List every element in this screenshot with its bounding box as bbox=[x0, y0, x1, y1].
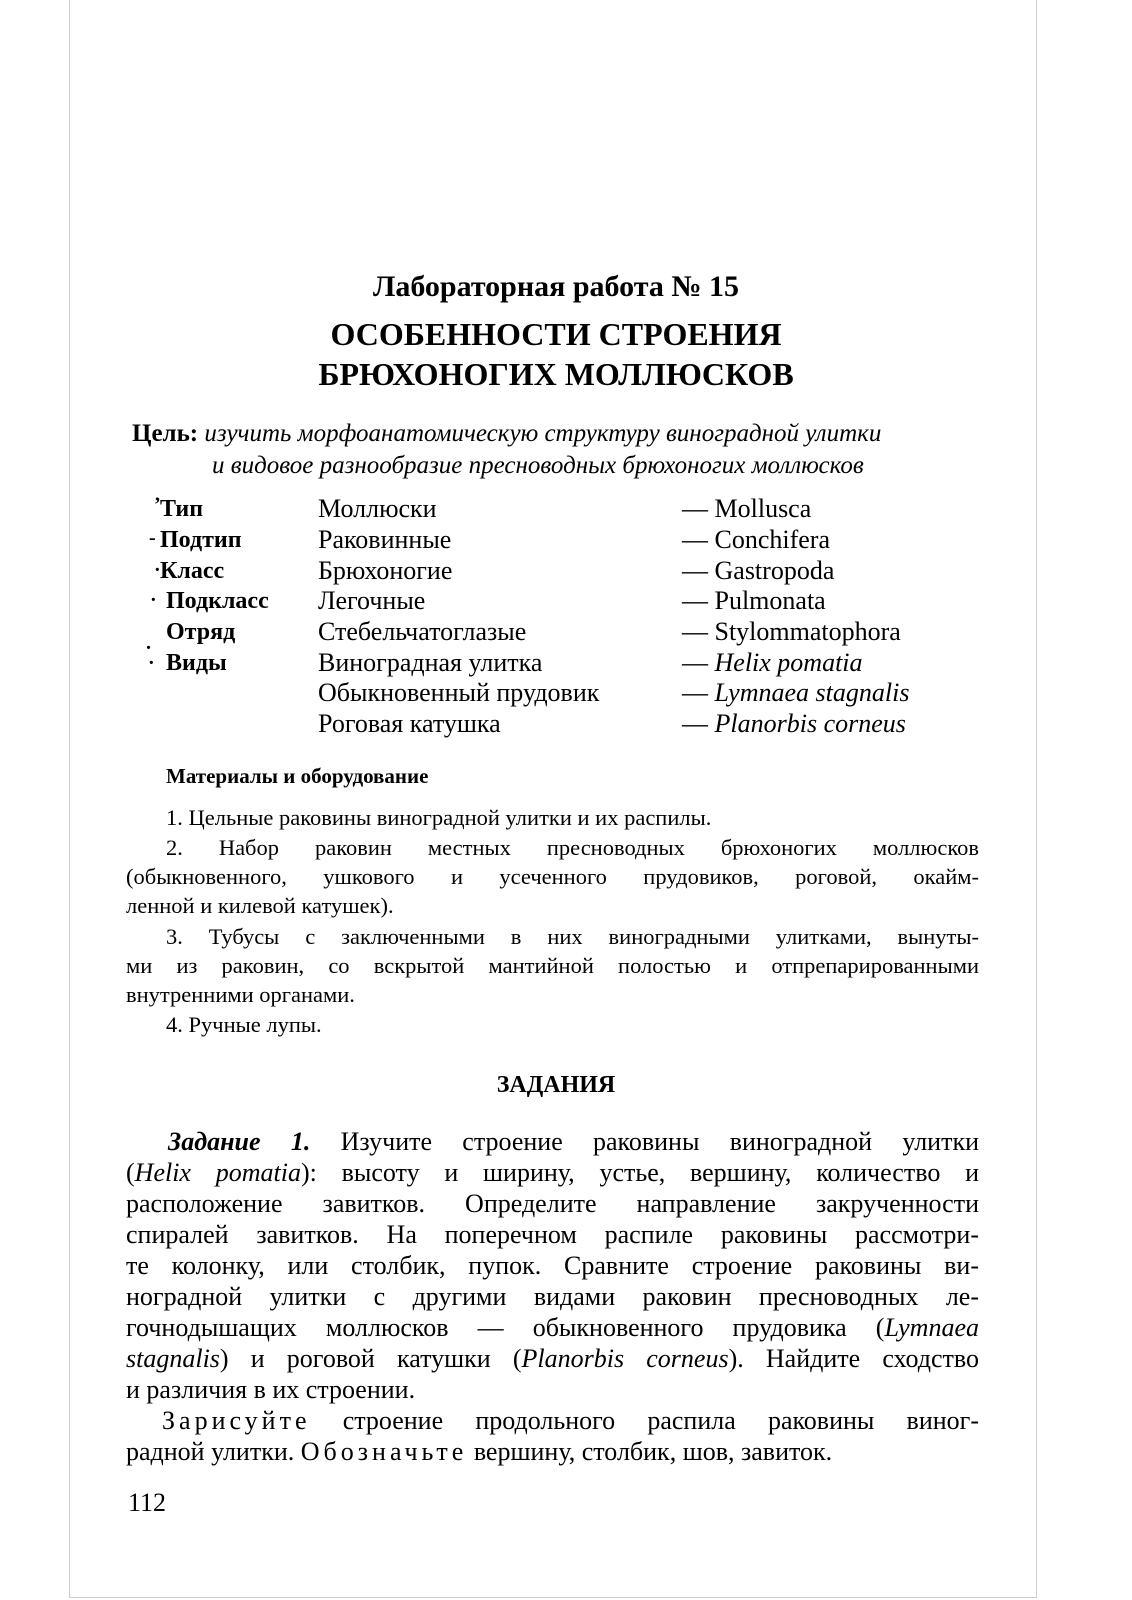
taxonomy-row bbox=[0, 617, 1132, 648]
taxonomy-row bbox=[0, 556, 1132, 587]
goal-line1 bbox=[132, 420, 881, 448]
text-line: ноградной улитки с другими видами раковин пресноводных ле- bbox=[126, 1282, 979, 1311]
text-line bbox=[126, 1343, 979, 1374]
taxonomy-lat-dash: — bbox=[682, 709, 715, 738]
text-run: вершину, столбик, шов, завиток. bbox=[467, 1437, 833, 1466]
text-line: спиралей завитков. На поперечном распиле раковины рассмотри- bbox=[126, 1220, 979, 1249]
topic-title-line2: БРЮХОНОГИХ МОЛЛЮСКОВ bbox=[318, 356, 794, 392]
taxonomy-rank: Виды bbox=[166, 650, 227, 676]
topic-title-line1: ОСОБЕННОСТИ СТРОЕНИЯ bbox=[330, 316, 782, 352]
text-line bbox=[126, 1436, 979, 1467]
text-line: (обыкновенного, ушкового и усеченного прудовиков, роговой, окайм- bbox=[126, 864, 979, 889]
taxonomy-lat bbox=[682, 709, 906, 739]
materials-item-4 bbox=[166, 1010, 986, 1039]
latin-name: stagnalis bbox=[126, 1344, 220, 1373]
taxonomy-lat: — Stylommatophora bbox=[682, 617, 901, 646]
latin-name: Planorbis corneus bbox=[521, 1344, 729, 1373]
text-run: ) и роговой катушки ( bbox=[219, 1344, 522, 1373]
taxonomy-rank: Отряд bbox=[166, 619, 236, 645]
taxonomy-rank: Подкласс bbox=[166, 588, 269, 614]
text-run: радной улитки. bbox=[126, 1437, 301, 1466]
materials-heading: Материалы и оборудование bbox=[166, 764, 429, 788]
taxonomy-ru: Обыкновенный прудовик bbox=[318, 678, 600, 707]
text-run: гочнодышащих моллюсков — обыкновенного прудовика ( bbox=[126, 1313, 885, 1342]
lab-title: Лабораторная работа № 15 bbox=[372, 270, 740, 303]
print-mark: · bbox=[148, 652, 155, 674]
taxonomy-lat: — Gastropoda bbox=[682, 556, 835, 585]
materials-item-2 bbox=[126, 833, 979, 920]
tasks-heading: ЗАДАНИЯ bbox=[496, 1072, 616, 1098]
taxonomy-lat: — Pulmonata bbox=[682, 586, 826, 615]
emphasis-word: Обозначьте bbox=[300, 1437, 468, 1466]
print-mark: - bbox=[149, 527, 156, 549]
taxonomy-lat-name: Lymnaea stagnalis bbox=[714, 678, 910, 707]
taxonomy-row bbox=[0, 678, 1132, 709]
text-line: те колонку, или столбик, пупок. Сравните строение раковины ви- bbox=[126, 1251, 979, 1280]
goal-text1: изучить морфоанатомическую структуру виноградной улитки bbox=[204, 420, 882, 447]
task-1-label: Задание 1. bbox=[168, 1127, 311, 1156]
taxonomy-lat bbox=[682, 678, 909, 708]
taxonomy-rank: Тип bbox=[160, 496, 204, 522]
materials-item-3 bbox=[126, 922, 979, 1009]
taxonomy-lat-dash: — bbox=[682, 678, 715, 707]
taxonomy-ru: Брюхоногие bbox=[318, 556, 453, 585]
text-line: ленной и килевой катушек). bbox=[126, 893, 394, 918]
taxonomy-lat-name: Planorbis corneus bbox=[714, 709, 906, 738]
taxonomy-rank: Класс bbox=[160, 558, 225, 584]
text-run: ): высоту и ширину, устье, вершину, количество и bbox=[300, 1158, 979, 1187]
text-line bbox=[126, 1405, 979, 1436]
text-line: 4. Ручные лупы. bbox=[166, 1012, 322, 1037]
taxonomy-row bbox=[0, 525, 1132, 556]
text-line bbox=[126, 1157, 979, 1188]
taxonomy-rank: Подтип bbox=[160, 527, 242, 553]
taxonomy-ru: Роговая катушка bbox=[318, 709, 501, 738]
taxonomy-ru: Легочные bbox=[318, 586, 426, 615]
taxonomy-ru: Раковинные bbox=[318, 525, 452, 554]
text-line: и различия в их строении. bbox=[126, 1375, 416, 1404]
print-mark: . bbox=[146, 632, 151, 654]
text-line: ми из раковин, со вскрытой мантийной полостью и отпрепарированными bbox=[126, 953, 979, 978]
taxonomy-ru: Виноградная улитка bbox=[318, 648, 543, 677]
text-line bbox=[126, 1126, 979, 1157]
text-line: 3. Тубусы с заключенными в них виноградными улитками, вынуты- bbox=[166, 924, 979, 949]
text-line: 2. Набор раковин местных пресноводных брюхоногих моллюсков bbox=[166, 835, 979, 860]
text-line bbox=[126, 1312, 979, 1343]
text-line: 1. Цельные раковины виноградной улитки и их распилы. bbox=[166, 805, 712, 830]
draw-paragraph bbox=[126, 1405, 979, 1467]
page-number: 112 bbox=[128, 1488, 167, 1517]
text-run: ( bbox=[126, 1158, 135, 1187]
latin-name: Helix pomatia bbox=[134, 1158, 301, 1187]
taxonomy-lat: — Mollusca bbox=[682, 494, 812, 523]
text-run: ). Найдите сходство bbox=[728, 1344, 980, 1373]
taxonomy-row bbox=[0, 586, 1132, 617]
print-mark: · bbox=[154, 559, 161, 581]
latin-name: Lymnaea bbox=[884, 1313, 979, 1342]
text-line: расположение завитков. Определите направление закрученности bbox=[126, 1189, 979, 1218]
taxonomy-lat: — Conchifera bbox=[682, 525, 831, 554]
taxonomy-lat bbox=[682, 648, 863, 678]
taxonomy-row bbox=[0, 709, 1132, 740]
text-run: Изучите строение раковины виноградной улитки bbox=[310, 1127, 979, 1156]
taxonomy-row bbox=[0, 494, 1132, 525]
text-line: внутренними органами. bbox=[126, 982, 355, 1007]
print-mark: · bbox=[150, 589, 157, 611]
goal-line2: и видовое разнообразие пресноводных брюхоногих моллюсков bbox=[212, 452, 864, 479]
goal-label: Цель: bbox=[132, 420, 199, 447]
task-1-paragraph bbox=[126, 1126, 979, 1405]
taxonomy-lat-dash: — bbox=[682, 648, 715, 677]
taxonomy-lat-name: Helix pomatia bbox=[714, 648, 863, 677]
materials-item-1 bbox=[166, 803, 986, 832]
taxonomy-ru: Моллюски bbox=[318, 494, 437, 523]
emphasis-word: Зарисуйте bbox=[162, 1406, 311, 1435]
taxonomy-row bbox=[0, 648, 1132, 679]
text-run: строение продольного распила раковины виног- bbox=[310, 1406, 979, 1435]
taxonomy-ru: Стебельчатоглазые bbox=[318, 617, 527, 646]
print-mark: ʼ bbox=[154, 494, 161, 516]
